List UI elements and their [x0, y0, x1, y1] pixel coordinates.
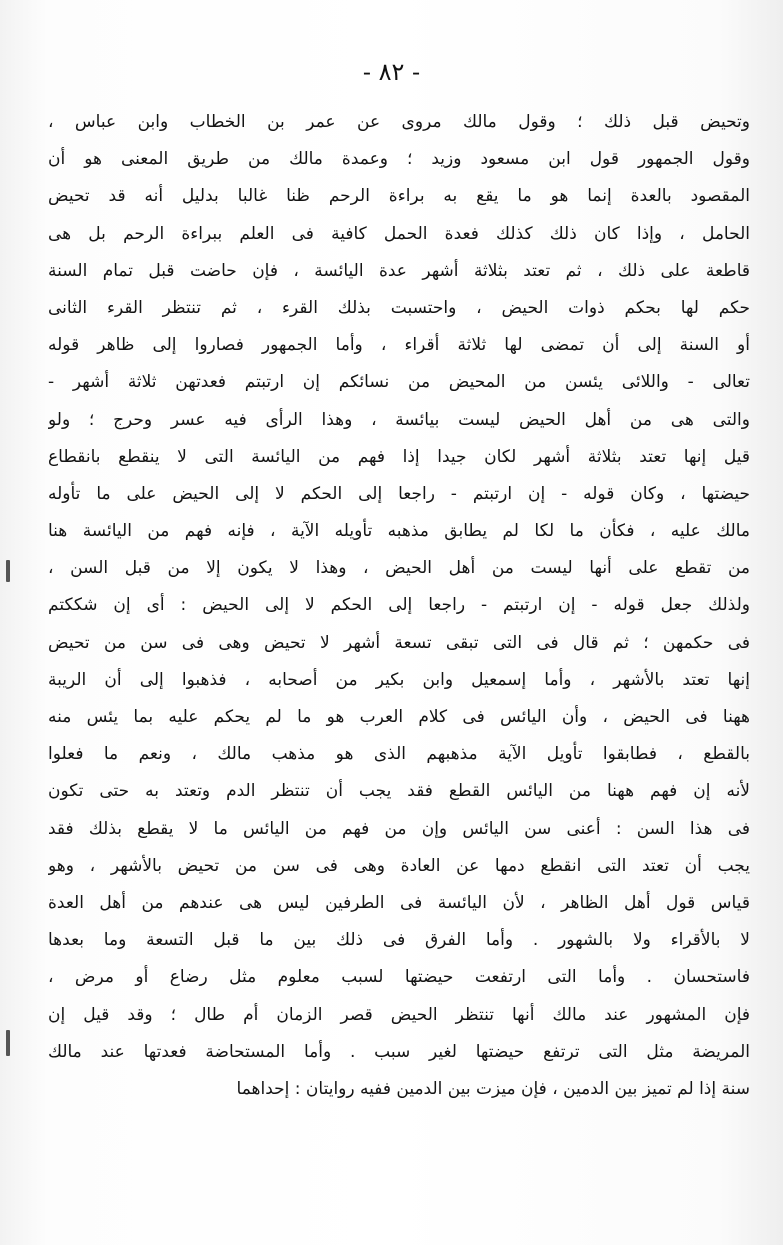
- text-line: لا بالأقراء ولا بالشهور . وأما الفرق فى ذلك بين ما قبل التسعة وما بعدها: [48, 930, 750, 951]
- text-line: ولذلك جعل قوله - إن ارتبتم - راجعا إلى الحكم لا إلى الحيض : أى إن شككتم: [48, 595, 750, 616]
- text-line: سنة إذا لم تميز بين الدمين ، فإن ميزت بين الدمين ففيه روايتان : إحداهما: [236, 1078, 750, 1099]
- text-line: قاطعة على ذلك ، ثم تعتد بثلاثة أشهر عدة اليائسة ، فإن حاضت قبل تمام السنة: [48, 260, 750, 281]
- text-line: فاستحسان . وأما التى ارتفعت حيضتها لسبب معلوم مثل رضاع أو مرض ،: [48, 967, 750, 988]
- text-line: فى حكمهن ؛ ثم قال فى التى تبقى تسعة أشهر لا تحيض وهى فى سن من تحيض: [48, 632, 750, 653]
- binding-mark: [6, 560, 10, 582]
- text-line: من تقطع على أنها ليست من أهل الحيض ، وهذا لا يكون إلا من قبل السن ،: [48, 558, 750, 579]
- text-line: المقصود بالعدة إنما هو ما يقع به براءة الرحم ظنا غالبا بدليل أنه قد تحيض: [48, 186, 750, 207]
- text-line: قياس قول أهل الظاهر ، لأن اليائسة فى الطرفين ليس هى عندهم من أهل العدة: [48, 892, 750, 913]
- text-line: مالك عليه ، فكأن ما لكا لم يطابق مذهبه تأويله الآية ، فإنه فهم من اليائسة هنا: [48, 521, 750, 542]
- page-number: - ٨٢ -: [362, 58, 421, 86]
- text-line: بالقطع ، فطابقوا تأويل الآية مذهبهم الذى هو مذهب مالك ، ونعم ما فعلوا: [48, 744, 750, 765]
- text-line: حكم لها بحكم ذوات الحيض ، واحتسبت بذلك القرء ، ثم تنتظر القرء الثانى: [48, 297, 750, 318]
- text-line: وتحيض قبل ذلك ؛ وقول مالك مروى عن عمر بن الخطاب وابن عباس ،: [48, 112, 750, 132]
- text-line: والتى هى من أهل الحيض ليست بيائسة ، وهذا الرأى فيه عسر وحرج ؛ ولو: [48, 409, 750, 430]
- text-line: لأنه إن فهم ههنا من اليائس القطع فقد يجب أن تنتظر الدم وتعتد به حتى تكون: [48, 781, 750, 802]
- text-line: قيل إنها تعتد بثلاثة أشهر لكان جيدا إذا فهم من اليائسة التى لا ينقطع بانقطاع: [48, 446, 750, 467]
- text-line: أو السنة إلى أن تمضى لها ثلاثة أقراء ، وأما الجمهور فصاروا إلى ظاهر قوله: [48, 335, 750, 356]
- text-line: وقول الجمهور قول ابن مسعود وزيد ؛ وعمدة مالك من طريق المعنى هو أن: [48, 149, 750, 170]
- text-line: الحامل ، وإذا كان ذلك كذلك فعدة الحمل كافية فى العلم ببراءة الرحم بل هى: [48, 223, 750, 244]
- text-line: ههنا فى الحيض ، وأن اليائس فى كلام العرب هو ما لم يحكم عليه بما يئس منه: [48, 707, 750, 727]
- binding-mark: [6, 1030, 10, 1056]
- text-line: يجب أن تعتد التى انقطع دمها عن العادة وهى فى سن من تحيض بالأشهر ، وهو: [48, 855, 750, 876]
- text-line: المريضة مثل التى ترتفع حيضتها لغير سبب . وأما المستحاضة فعدتها عند مالك: [48, 1041, 750, 1062]
- body-text: [48, 104, 750, 1108]
- text-line: تعالى - واللائى يئسن من المحيض من نسائكم إن ارتبتم فعدتهن ثلاثة أشهر -: [48, 372, 750, 393]
- text-line: حيضتها ، وكان قوله - إن ارتبتم - راجعا إلى الحكم لا إلى الحيض على ما تأوله: [48, 483, 750, 504]
- text-line: فإن المشهور عند مالك أنها تنتظر الحيض قصر الزمان أم طال ؛ وقد قيل إن: [48, 1004, 750, 1025]
- text-line: فى هذا السن : أعنى سن اليائس وإن من فهم من اليائس ما لا يقطع بذلك فقد: [48, 818, 750, 839]
- text-line: إنها تعتد بالأشهر ، وأما إسمعيل وابن بكير من أصحابه ، فذهبوا إلى أن الريبة: [48, 669, 750, 690]
